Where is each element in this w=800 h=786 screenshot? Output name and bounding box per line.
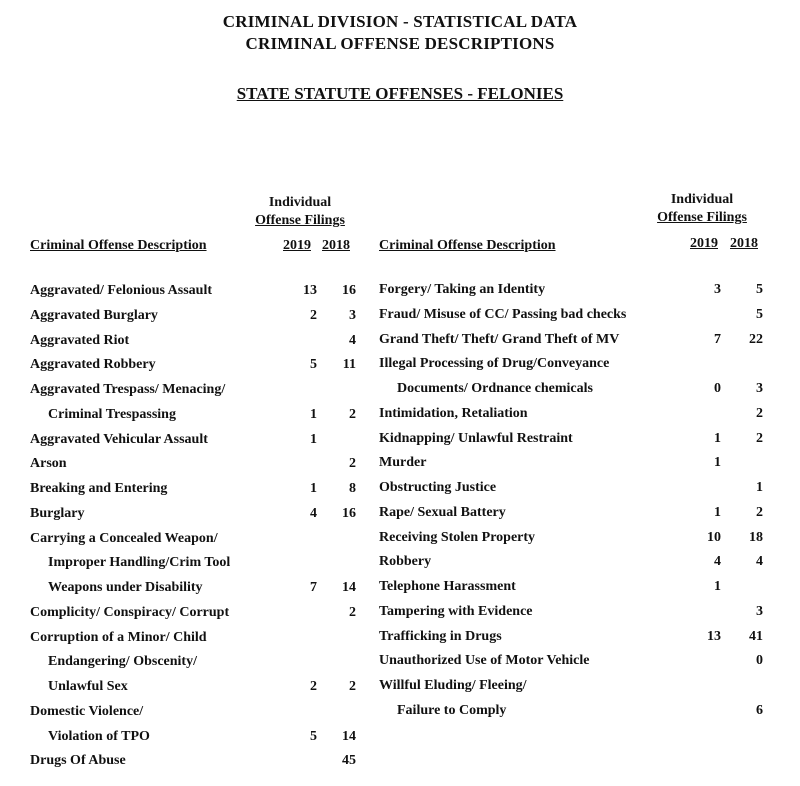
right-count-2018: 5 <box>756 306 763 322</box>
right-count-2018: 0 <box>756 653 763 669</box>
right-offense-description: Trafficking in Drugs <box>379 628 502 644</box>
right-offense-description: Receiving Stolen Property <box>379 529 536 545</box>
document-subtitle: CRIMINAL OFFENSE DESCRIPTIONS <box>245 34 555 53</box>
right-offense-description: Tampering with Evidence <box>379 603 533 619</box>
left-offense-description: Complicity/ Conspiracy/ Corrupt <box>30 604 230 620</box>
right-offense-description: Rape/ Sexual Battery <box>379 504 506 520</box>
document-title: CRIMINAL DIVISION - STATISTICAL DATA <box>222 12 578 31</box>
left-count-2018: 2 <box>349 679 356 694</box>
right-count-2019: 1 <box>714 579 721 594</box>
right-count-2018: 2 <box>756 430 763 446</box>
left-offense-description: Domestic Violence/ <box>30 703 144 719</box>
left-2019-header: 2019 <box>283 238 311 253</box>
left-offense-description: Carrying a Concealed Weapon/ <box>30 530 218 546</box>
right-offense-description: Unauthorized Use of Motor Vehicle <box>379 653 590 669</box>
left-offense-description: Corruption of a Minor/ Child <box>30 629 207 645</box>
left-offense-description: Arson <box>30 456 67 472</box>
right-offense-filings-label: Offense Filings <box>657 210 747 225</box>
right-offense-description: Telephone Harassment <box>379 579 516 594</box>
left-count-2019: 2 <box>310 679 317 694</box>
right-count-2018: 5 <box>756 282 763 297</box>
right-count-2019: 1 <box>714 455 721 471</box>
right-count-2018: 18 <box>749 529 763 545</box>
left-offense-description: Aggravated Riot <box>30 332 130 348</box>
left-count-2019: 1 <box>310 431 317 447</box>
left-count-2018: 3 <box>349 307 356 323</box>
left-count-2018: 16 <box>342 505 356 521</box>
left-description-header: Criminal Offense Description <box>30 238 207 253</box>
left-count-2019: 13 <box>303 283 317 298</box>
left-individual-heading <box>240 194 360 230</box>
left-count-2018: 14 <box>342 580 356 595</box>
right-count-2019: 13 <box>707 628 721 644</box>
left-count-2018: 8 <box>349 481 356 496</box>
right-offense-description: Intimidation, Retaliation <box>379 405 528 421</box>
right-offense-description: Failure to Comply <box>397 702 507 718</box>
left-offense-description: Aggravated Burglary <box>30 307 158 323</box>
left-count-2019: 7 <box>310 580 317 595</box>
left-offense-description: Aggravated Trespass/ Menacing/ <box>30 382 226 397</box>
left-offense-description: Violation of TPO <box>48 728 150 744</box>
left-offense-description: Aggravated/ Felonious Assault <box>30 283 213 298</box>
left-offense-description: Breaking and Entering <box>30 481 168 496</box>
right-count-2019: 0 <box>714 381 721 396</box>
left-count-2018: 2 <box>349 406 356 422</box>
right-offense-description: Murder <box>379 455 427 471</box>
right-2018-header: 2018 <box>730 236 758 251</box>
right-count-2018: 2 <box>756 504 763 520</box>
right-count-2018: 2 <box>756 405 763 421</box>
right-count-2019: 4 <box>714 554 721 570</box>
left-offense-description: Aggravated Robbery <box>30 357 156 373</box>
left-count-2018: 16 <box>342 283 356 298</box>
right-offense-description: Kidnapping/ Unlawful Restraint <box>379 430 573 446</box>
right-offense-description: Grand Theft/ Theft/ Grand Theft of MV <box>379 331 620 347</box>
left-count-2019: 2 <box>310 307 317 323</box>
left-offense-description: Drugs Of Abuse <box>30 753 126 769</box>
left-count-2019: 5 <box>310 357 317 373</box>
left-count-2018: 14 <box>342 728 356 744</box>
right-count-2018: 6 <box>756 702 763 718</box>
right-individual-label: Individual <box>670 192 734 207</box>
left-offense-description: Weapons under Disability <box>48 580 203 595</box>
right-count-2018: 22 <box>749 331 763 347</box>
right-count-2018: 1 <box>756 480 763 495</box>
left-count-2019: 5 <box>310 728 317 744</box>
left-2018-header: 2018 <box>322 238 350 253</box>
right-count-2019: 10 <box>707 529 721 545</box>
right-count-2018: 41 <box>749 628 763 644</box>
right-offense-description: Forgery/ Taking an Identity <box>379 282 546 297</box>
left-count-2018: 4 <box>349 332 356 348</box>
right-count-2018: 4 <box>756 554 763 570</box>
right-offense-description: Illegal Processing of Drug/Conveyance <box>379 356 610 372</box>
left-offense-description: Endangering/ Obscenity/ <box>48 654 197 670</box>
left-count-2019: 1 <box>310 406 317 422</box>
left-offense-description: Burglary <box>30 505 85 521</box>
right-description-header: Criminal Offense Description <box>379 238 556 253</box>
left-offense-description: Improper Handling/Crim Tool <box>48 555 231 571</box>
left-count-2018: 11 <box>342 357 356 373</box>
left-count-2018: 45 <box>342 753 356 769</box>
left-offense-description: Aggravated Vehicular Assault <box>30 431 208 447</box>
right-count-2018: 3 <box>756 381 763 396</box>
section-title: STATE STATUTE OFFENSES - FELONIES <box>236 84 564 103</box>
right-offense-description: Obstructing Justice <box>379 480 497 495</box>
left-offense-filings-label: Offense Filings <box>255 213 345 228</box>
left-offense-description: Criminal Trespassing <box>48 406 176 422</box>
right-offense-description: Willful Eluding/ Fleeing/ <box>379 678 527 693</box>
left-count-2019: 4 <box>310 505 317 521</box>
left-count-2018: 2 <box>349 604 356 620</box>
right-2019-header: 2019 <box>690 236 718 251</box>
left-individual-label: Individual <box>268 195 332 210</box>
left-count-2019: 1 <box>310 481 317 496</box>
right-count-2018: 3 <box>756 603 763 619</box>
right-individual-heading <box>642 191 762 227</box>
left-offense-description: Unlawful Sex <box>48 679 128 694</box>
right-count-2019: 1 <box>714 504 721 520</box>
right-count-2019: 1 <box>714 430 721 446</box>
right-offense-description: Fraud/ Misuse of CC/ Passing bad checks <box>379 306 627 322</box>
right-count-2019: 7 <box>714 331 721 347</box>
right-offense-description: Robbery <box>379 554 432 570</box>
right-count-2019: 3 <box>714 282 721 297</box>
left-count-2018: 2 <box>349 456 356 472</box>
right-offense-description: Documents/ Ordnance chemicals <box>397 381 593 396</box>
